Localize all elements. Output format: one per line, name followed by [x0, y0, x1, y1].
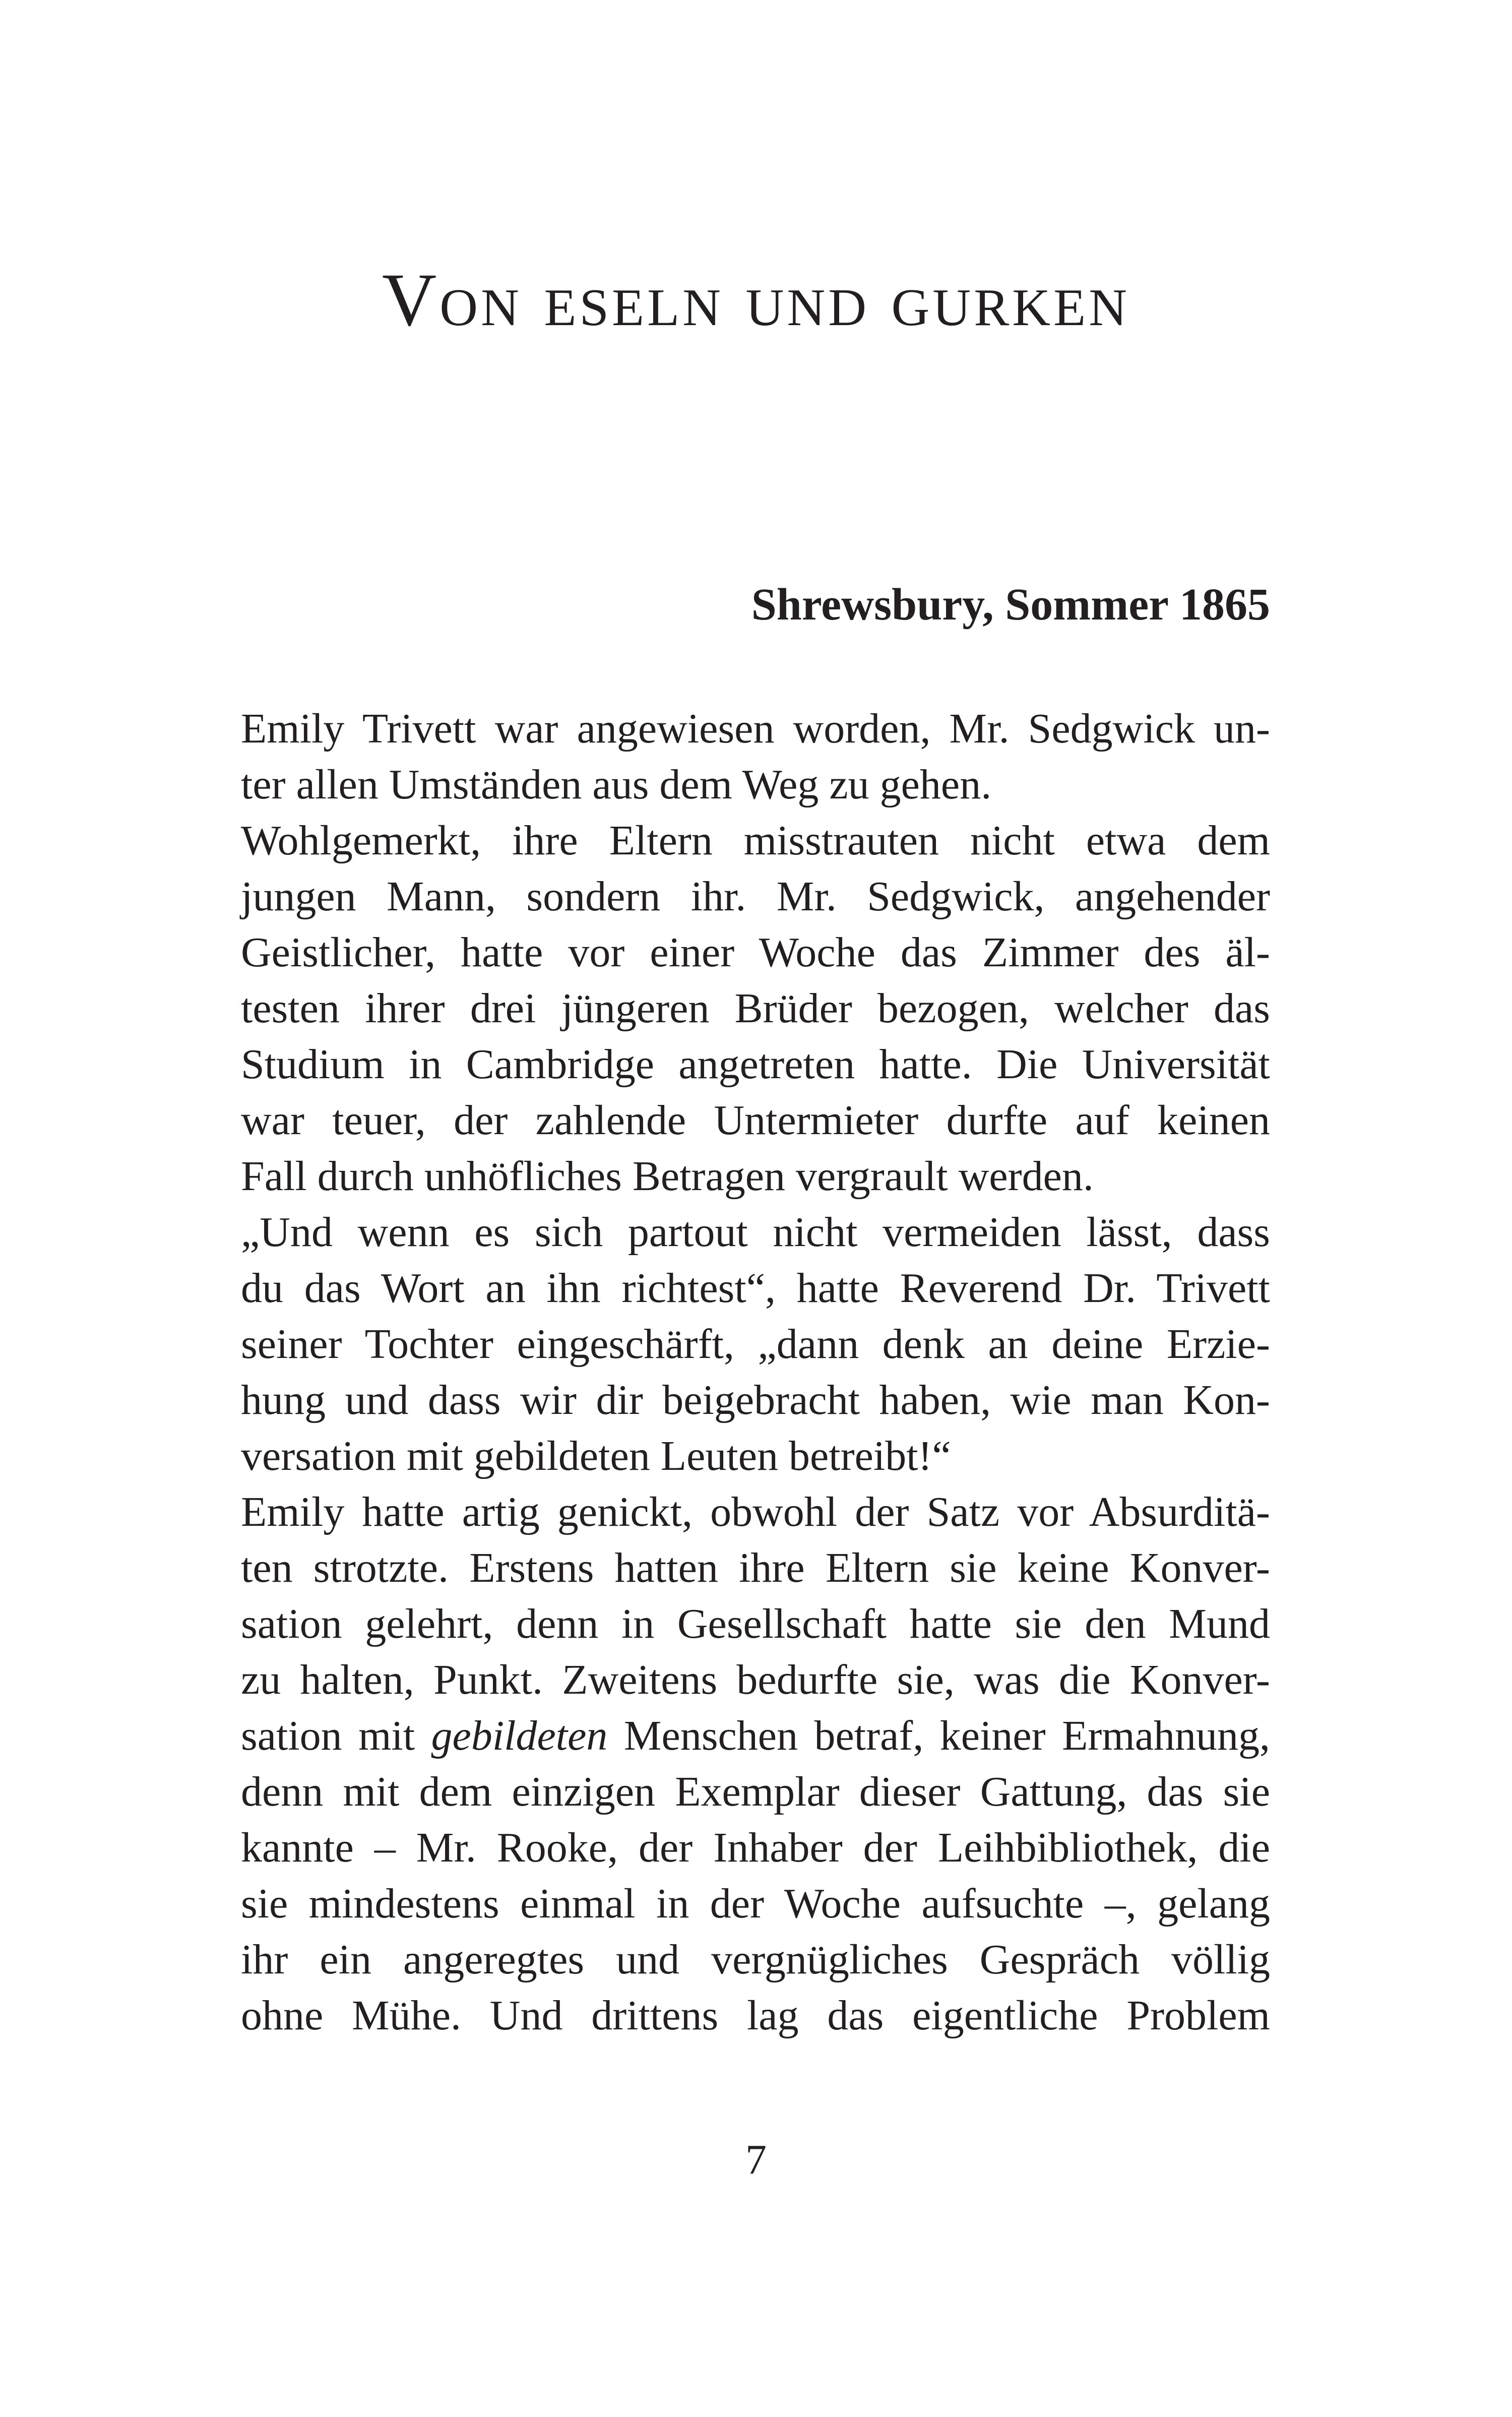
text-line: seiner Tochter eingeschärft, „dann denk an deine Erzie- [241, 1321, 1270, 1368]
text-line: Wohlgemerkt, ihre Eltern misstrauten nicht etwa dem [241, 817, 1270, 864]
text-line: ohne Mühe. Und drittens lag das eigentliche Problem [241, 1992, 1270, 2039]
text-segment: sation mit [241, 1712, 415, 1759]
text-line: versation mit gebildeten Leuten betreibt!“ [241, 1433, 951, 1479]
text-line: zu halten, Punkt. Zweitens bedurfte sie, was die Konver- [241, 1656, 1270, 1703]
text-line-with-emphasis [241, 1708, 1270, 1764]
text-line: sie mindestens einmal in der Woche aufsuchte –, gelang [241, 1880, 1270, 1927]
text-line: jungen Mann, sondern ihr. Mr. Sedgwick, angehender [241, 873, 1270, 920]
text-line: Emily hatte artig genickt, obwohl der Satz vor Absurditä- [241, 1489, 1270, 1535]
emphasized-word: gebildeten [431, 1712, 608, 1759]
text-line: war teuer, der zahlende Untermieter durfte auf keinen [241, 1097, 1270, 1144]
text-line: kannte – Mr. Rooke, der Inhaber der Leihbibliothek, die [241, 1824, 1270, 1871]
text-segment: Menschen betraf, keiner Ermahnung, [623, 1712, 1271, 1759]
location-date-heading: Shrewsbury, Sommer 1865 [751, 580, 1270, 630]
text-line: ihr ein angeregtes und vergnügliches Gespräch völlig [241, 1936, 1270, 1983]
text-line: du das Wort an ihn richtest“, hatte Reverend Dr. Trivett [241, 1265, 1270, 1312]
page-number: 7 [745, 2136, 767, 2183]
text-line: sation gelehrt, denn in Gesellschaft hatte sie den Mund [241, 1600, 1270, 1647]
text-line: Studium in Cambridge angetreten hatte. Die Universität [241, 1041, 1270, 1088]
text-line: Emily Trivett war angewiesen worden, Mr. Sedgwick un- [241, 705, 1270, 752]
body-text [241, 701, 1270, 2043]
text-line: denn mit dem einzigen Exemplar dieser Gattung, das sie [241, 1768, 1270, 1815]
text-line: testen ihrer drei jüngeren Brüder bezogen, welcher das [241, 985, 1270, 1032]
text-line: Geistlicher, hatte vor einer Woche das Zimmer des äl- [241, 929, 1270, 976]
text-line: hung und dass wir dir beigebracht haben, wie man Kon- [241, 1377, 1270, 1423]
text-line: Fall durch unhöfliches Betragen vergrault werden. [241, 1153, 1094, 1200]
text-line: ten strotzte. Erstens hatten ihre Eltern sie keine Konver- [241, 1544, 1270, 1591]
text-line: „Und wenn es sich partout nicht vermeiden lässt, dass [241, 1209, 1270, 1256]
text-line: ter allen Umständen aus dem Weg zu gehen. [241, 761, 992, 808]
chapter-title: Von eseln und gurken [382, 258, 1130, 342]
